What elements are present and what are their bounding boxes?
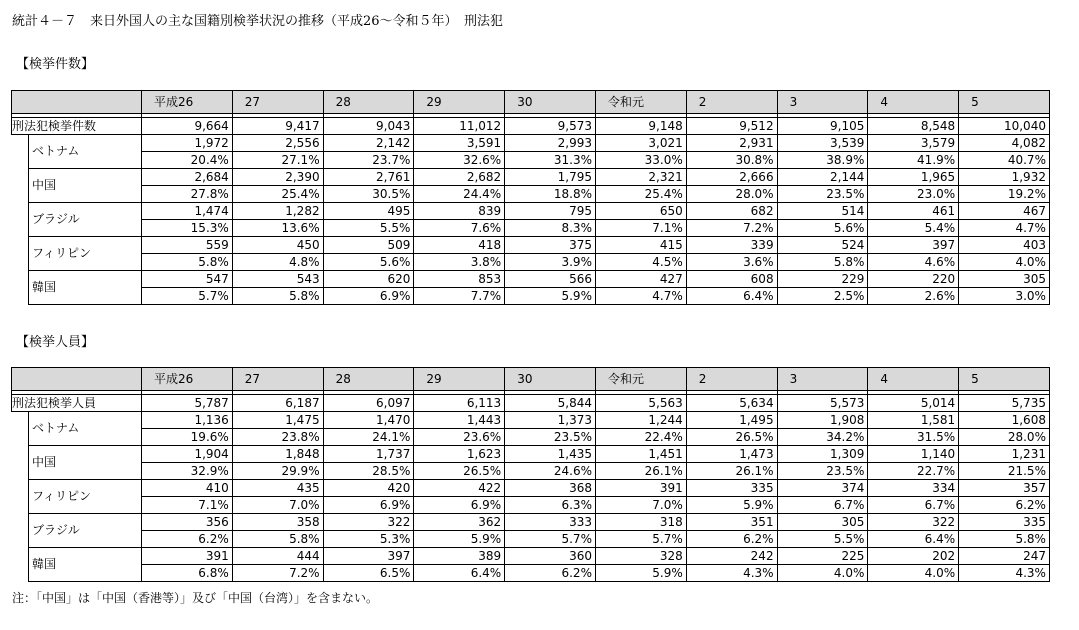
count-value: 2,761 <box>323 169 414 186</box>
year-header: 30 <box>505 368 596 391</box>
percent-value: 6.2% <box>959 497 1050 514</box>
percent-value: 18.8% <box>505 186 596 203</box>
count-row <box>12 135 1050 152</box>
count-value: 1,904 <box>142 446 233 463</box>
percent-value: 5.4% <box>868 220 959 237</box>
count-value: 322 <box>323 514 414 531</box>
percent-value: 5.8% <box>777 254 868 271</box>
count-value: 4,082 <box>959 135 1050 152</box>
count-value: 305 <box>959 271 1050 288</box>
total-value: 9,148 <box>595 118 686 135</box>
percent-value: 7.6% <box>414 220 505 237</box>
count-value: 333 <box>505 514 596 531</box>
country-label: 中国 <box>29 446 142 480</box>
count-value: 318 <box>595 514 686 531</box>
total-value: 6,097 <box>323 395 414 412</box>
percent-value: 5.9% <box>595 565 686 582</box>
percent-value: 5.7% <box>142 288 233 305</box>
total-value: 5,634 <box>686 395 777 412</box>
percent-row <box>12 254 1050 271</box>
country-label: ブラジル <box>29 203 142 237</box>
percent-value: 7.0% <box>232 497 323 514</box>
percent-value: 21.5% <box>959 463 1050 480</box>
country-label: ブラジル <box>29 514 142 548</box>
count-value: 3,579 <box>868 135 959 152</box>
count-value: 305 <box>777 514 868 531</box>
year-header: 平成26 <box>142 368 233 391</box>
count-value: 1,965 <box>868 169 959 186</box>
count-row <box>12 480 1050 497</box>
count-value: 853 <box>414 271 505 288</box>
percent-value: 23.8% <box>232 429 323 446</box>
count-value: 1,972 <box>142 135 233 152</box>
count-value: 547 <box>142 271 233 288</box>
count-value: 495 <box>323 203 414 220</box>
percent-value: 5.6% <box>323 254 414 271</box>
percent-value: 4.3% <box>686 565 777 582</box>
year-header: 4 <box>868 91 959 114</box>
percent-value: 5.5% <box>323 220 414 237</box>
percent-value: 5.8% <box>142 254 233 271</box>
year-header: 3 <box>777 368 868 391</box>
percent-value: 5.7% <box>595 531 686 548</box>
percent-value: 24.6% <box>505 463 596 480</box>
count-value: 322 <box>868 514 959 531</box>
country-label: 中国 <box>29 169 142 203</box>
count-value: 514 <box>777 203 868 220</box>
percent-value: 6.9% <box>414 497 505 514</box>
country-label: 韓国 <box>29 548 142 582</box>
percent-value: 4.0% <box>959 254 1050 271</box>
count-value: 368 <box>505 480 596 497</box>
footnote: 注：「中国」は「中国（香港等）」及び「中国（台湾）」を含まない。 <box>12 591 379 605</box>
year-header: 令和元 <box>595 91 686 114</box>
header-corner <box>12 91 142 114</box>
count-value: 397 <box>323 548 414 565</box>
count-row <box>12 271 1050 288</box>
count-row <box>12 514 1050 531</box>
percent-value: 6.4% <box>414 565 505 582</box>
percent-value: 28.0% <box>959 429 1050 446</box>
percent-value: 5.8% <box>232 531 323 548</box>
percent-value: 2.6% <box>868 288 959 305</box>
percent-row <box>12 531 1050 548</box>
percent-value: 31.5% <box>868 429 959 446</box>
count-value: 225 <box>777 548 868 565</box>
percent-value: 26.5% <box>414 463 505 480</box>
count-value: 1,451 <box>595 446 686 463</box>
percent-value: 19.6% <box>142 429 233 446</box>
percent-value: 23.5% <box>777 186 868 203</box>
year-header: 28 <box>323 368 414 391</box>
percent-value: 3.0% <box>959 288 1050 305</box>
percent-value: 23.6% <box>414 429 505 446</box>
percent-value: 6.7% <box>868 497 959 514</box>
count-value: 509 <box>323 237 414 254</box>
count-row <box>12 446 1050 463</box>
count-value: 362 <box>414 514 505 531</box>
percent-value: 6.2% <box>505 565 596 582</box>
percent-value: 26.5% <box>686 429 777 446</box>
count-value: 335 <box>959 514 1050 531</box>
percent-value: 25.4% <box>232 186 323 203</box>
count-value: 247 <box>959 548 1050 565</box>
count-value: 3,539 <box>777 135 868 152</box>
count-value: 427 <box>595 271 686 288</box>
percent-value: 5.9% <box>686 497 777 514</box>
count-value: 328 <box>595 548 686 565</box>
count-value: 450 <box>232 237 323 254</box>
count-value: 229 <box>777 271 868 288</box>
percent-value: 2.5% <box>777 288 868 305</box>
total-value: 5,844 <box>505 395 596 412</box>
year-header: 平成26 <box>142 91 233 114</box>
count-value: 2,144 <box>777 169 868 186</box>
percent-value: 40.7% <box>959 152 1050 169</box>
count-value: 1,608 <box>959 412 1050 429</box>
percent-value: 3.6% <box>686 254 777 271</box>
header-row <box>12 91 1050 114</box>
count-value: 357 <box>959 480 1050 497</box>
year-header: 5 <box>959 368 1050 391</box>
percent-value: 6.5% <box>323 565 414 582</box>
total-value: 5,735 <box>959 395 1050 412</box>
count-value: 608 <box>686 271 777 288</box>
year-header: 27 <box>232 368 323 391</box>
country-label: フィリピン <box>29 480 142 514</box>
year-header: 28 <box>323 91 414 114</box>
count-value: 1,848 <box>232 446 323 463</box>
percent-value: 4.3% <box>959 565 1050 582</box>
year-header: 29 <box>414 91 505 114</box>
count-value: 1,737 <box>323 446 414 463</box>
percent-value: 33.0% <box>595 152 686 169</box>
percent-row <box>12 288 1050 305</box>
percent-value: 24.4% <box>414 186 505 203</box>
total-value: 8,548 <box>868 118 959 135</box>
country-label: ベトナム <box>29 135 142 169</box>
percent-value: 23.0% <box>868 186 959 203</box>
count-value: 1,443 <box>414 412 505 429</box>
percent-value: 13.6% <box>232 220 323 237</box>
percent-row <box>12 429 1050 446</box>
country-label: 韓国 <box>29 271 142 305</box>
persons-table <box>11 367 1050 582</box>
count-value: 202 <box>868 548 959 565</box>
count-value: 1,470 <box>323 412 414 429</box>
count-row <box>12 203 1050 220</box>
count-value: 1,495 <box>686 412 777 429</box>
count-value: 1,282 <box>232 203 323 220</box>
percent-value: 4.5% <box>595 254 686 271</box>
page-title: 統計４－７ 来日外国人の主な国籍別検挙状況の推移（平成26～令和５年） 刑法犯 <box>12 14 504 29</box>
percent-value: 3.8% <box>414 254 505 271</box>
count-value: 360 <box>505 548 596 565</box>
count-value: 650 <box>595 203 686 220</box>
count-value: 1,473 <box>686 446 777 463</box>
percent-value: 7.2% <box>686 220 777 237</box>
section-heading-persons: 【検挙人員】 <box>16 335 95 350</box>
count-value: 1,309 <box>777 446 868 463</box>
count-value: 391 <box>142 548 233 565</box>
country-label: ベトナム <box>29 412 142 446</box>
count-value: 1,474 <box>142 203 233 220</box>
count-value: 1,795 <box>505 169 596 186</box>
percent-value: 27.8% <box>142 186 233 203</box>
cases-table <box>11 90 1050 305</box>
percent-row <box>12 497 1050 514</box>
percent-value: 7.2% <box>232 565 323 582</box>
percent-value: 38.9% <box>777 152 868 169</box>
percent-value: 20.4% <box>142 152 233 169</box>
total-value: 9,043 <box>323 118 414 135</box>
percent-value: 6.7% <box>777 497 868 514</box>
percent-value: 41.9% <box>868 152 959 169</box>
year-header: 3 <box>777 91 868 114</box>
percent-value: 5.9% <box>414 531 505 548</box>
count-value: 242 <box>686 548 777 565</box>
percent-value: 4.0% <box>777 565 868 582</box>
percent-value: 4.0% <box>868 565 959 582</box>
count-row <box>12 548 1050 565</box>
percent-value: 27.1% <box>232 152 323 169</box>
count-value: 351 <box>686 514 777 531</box>
count-value: 566 <box>505 271 596 288</box>
count-value: 397 <box>868 237 959 254</box>
percent-value: 5.8% <box>959 531 1050 548</box>
percent-value: 4.8% <box>232 254 323 271</box>
header-corner <box>12 368 142 391</box>
percent-value: 5.7% <box>505 531 596 548</box>
count-value: 356 <box>142 514 233 531</box>
count-value: 339 <box>686 237 777 254</box>
year-header: 5 <box>959 91 1050 114</box>
total-row <box>12 118 1050 135</box>
count-row <box>12 237 1050 254</box>
percent-value: 5.5% <box>777 531 868 548</box>
count-value: 3,591 <box>414 135 505 152</box>
count-value: 1,136 <box>142 412 233 429</box>
count-value: 375 <box>505 237 596 254</box>
percent-value: 6.9% <box>323 497 414 514</box>
percent-row <box>12 152 1050 169</box>
total-value: 10,040 <box>959 118 1050 135</box>
percent-value: 7.1% <box>142 497 233 514</box>
count-value: 1,623 <box>414 446 505 463</box>
count-value: 389 <box>414 548 505 565</box>
count-value: 2,390 <box>232 169 323 186</box>
percent-value: 15.3% <box>142 220 233 237</box>
percent-value: 32.6% <box>414 152 505 169</box>
count-value: 1,140 <box>868 446 959 463</box>
section-heading-cases: 【検挙件数】 <box>16 57 95 72</box>
percent-value: 4.6% <box>868 254 959 271</box>
percent-value: 8.3% <box>505 220 596 237</box>
percent-value: 6.8% <box>142 565 233 582</box>
percent-value: 7.0% <box>595 497 686 514</box>
count-value: 444 <box>232 548 323 565</box>
percent-value: 5.8% <box>232 288 323 305</box>
count-value: 415 <box>595 237 686 254</box>
percent-value: 23.5% <box>505 429 596 446</box>
percent-value: 28.0% <box>686 186 777 203</box>
count-value: 410 <box>142 480 233 497</box>
year-header: 2 <box>686 91 777 114</box>
percent-value: 25.4% <box>595 186 686 203</box>
count-value: 374 <box>777 480 868 497</box>
percent-row <box>12 565 1050 582</box>
header-row <box>12 368 1050 391</box>
percent-value: 19.2% <box>959 186 1050 203</box>
count-value: 403 <box>959 237 1050 254</box>
count-value: 1,373 <box>505 412 596 429</box>
count-value: 461 <box>868 203 959 220</box>
percent-value: 31.3% <box>505 152 596 169</box>
year-header: 30 <box>505 91 596 114</box>
percent-value: 6.2% <box>142 531 233 548</box>
count-value: 420 <box>323 480 414 497</box>
percent-value: 4.7% <box>959 220 1050 237</box>
year-header: 4 <box>868 368 959 391</box>
count-value: 422 <box>414 480 505 497</box>
count-value: 2,321 <box>595 169 686 186</box>
count-value: 795 <box>505 203 596 220</box>
percent-row <box>12 220 1050 237</box>
count-value: 1,932 <box>959 169 1050 186</box>
percent-value: 26.1% <box>686 463 777 480</box>
count-value: 2,682 <box>414 169 505 186</box>
total-value: 5,787 <box>142 395 233 412</box>
count-row <box>12 169 1050 186</box>
total-value: 9,512 <box>686 118 777 135</box>
count-value: 543 <box>232 271 323 288</box>
count-value: 391 <box>595 480 686 497</box>
count-value: 358 <box>232 514 323 531</box>
count-value: 1,908 <box>777 412 868 429</box>
percent-value: 6.4% <box>686 288 777 305</box>
count-row <box>12 412 1050 429</box>
total-label: 刑法犯検挙件数 <box>12 118 142 135</box>
count-value: 620 <box>323 271 414 288</box>
total-row <box>12 395 1050 412</box>
percent-value: 26.1% <box>595 463 686 480</box>
count-value: 524 <box>777 237 868 254</box>
year-header: 2 <box>686 368 777 391</box>
percent-value: 4.7% <box>595 288 686 305</box>
percent-value: 30.8% <box>686 152 777 169</box>
total-value: 6,113 <box>414 395 505 412</box>
total-label: 刑法犯検挙人員 <box>12 395 142 412</box>
count-value: 559 <box>142 237 233 254</box>
count-value: 2,556 <box>232 135 323 152</box>
count-value: 2,684 <box>142 169 233 186</box>
percent-value: 34.2% <box>777 429 868 446</box>
percent-value: 6.4% <box>868 531 959 548</box>
count-value: 839 <box>414 203 505 220</box>
count-value: 335 <box>686 480 777 497</box>
count-value: 2,142 <box>323 135 414 152</box>
total-value: 9,573 <box>505 118 596 135</box>
count-value: 1,581 <box>868 412 959 429</box>
percent-value: 22.7% <box>868 463 959 480</box>
year-header: 27 <box>232 91 323 114</box>
percent-value: 5.6% <box>777 220 868 237</box>
percent-value: 29.9% <box>232 463 323 480</box>
count-value: 467 <box>959 203 1050 220</box>
percent-value: 6.2% <box>686 531 777 548</box>
count-value: 334 <box>868 480 959 497</box>
total-value: 9,664 <box>142 118 233 135</box>
year-header: 29 <box>414 368 505 391</box>
percent-value: 6.9% <box>323 288 414 305</box>
percent-value: 28.5% <box>323 463 414 480</box>
country-label: フィリピン <box>29 237 142 271</box>
total-value: 5,563 <box>595 395 686 412</box>
percent-row <box>12 463 1050 480</box>
count-value: 2,931 <box>686 135 777 152</box>
percent-value: 22.4% <box>595 429 686 446</box>
count-value: 1,435 <box>505 446 596 463</box>
percent-value: 7.1% <box>595 220 686 237</box>
count-value: 2,993 <box>505 135 596 152</box>
percent-value: 5.3% <box>323 531 414 548</box>
count-value: 220 <box>868 271 959 288</box>
total-value: 9,105 <box>777 118 868 135</box>
total-value: 11,012 <box>414 118 505 135</box>
percent-value: 30.5% <box>323 186 414 203</box>
year-header: 令和元 <box>595 368 686 391</box>
percent-row <box>12 186 1050 203</box>
percent-value: 5.9% <box>505 288 596 305</box>
percent-value: 3.9% <box>505 254 596 271</box>
percent-value: 23.5% <box>777 463 868 480</box>
total-value: 6,187 <box>232 395 323 412</box>
percent-value: 24.1% <box>323 429 414 446</box>
percent-value: 7.7% <box>414 288 505 305</box>
percent-value: 23.7% <box>323 152 414 169</box>
count-value: 2,666 <box>686 169 777 186</box>
count-value: 1,231 <box>959 446 1050 463</box>
count-value: 3,021 <box>595 135 686 152</box>
count-value: 418 <box>414 237 505 254</box>
total-value: 9,417 <box>232 118 323 135</box>
count-value: 682 <box>686 203 777 220</box>
total-value: 5,014 <box>868 395 959 412</box>
count-value: 1,244 <box>595 412 686 429</box>
total-value: 5,573 <box>777 395 868 412</box>
percent-value: 32.9% <box>142 463 233 480</box>
percent-value: 6.3% <box>505 497 596 514</box>
count-value: 435 <box>232 480 323 497</box>
count-value: 1,475 <box>232 412 323 429</box>
